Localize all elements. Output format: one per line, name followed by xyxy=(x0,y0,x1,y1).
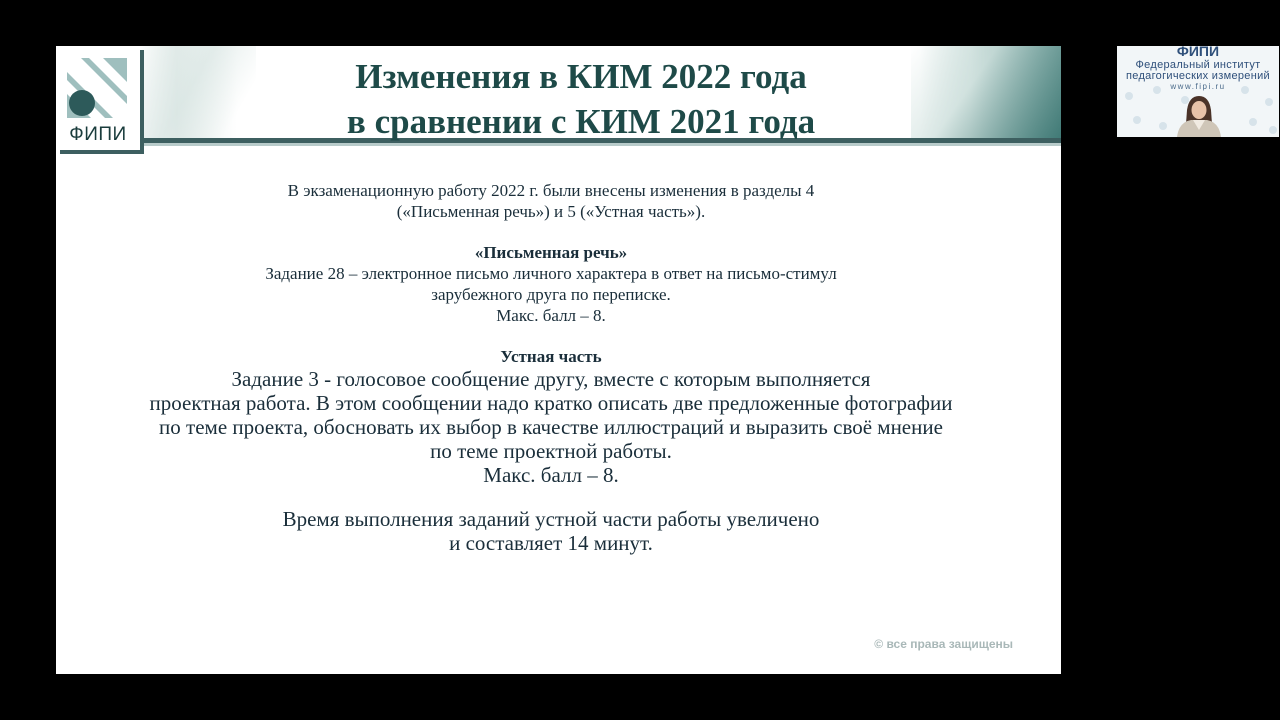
written-line-3: Макс. балл – 8. xyxy=(496,306,606,325)
oral-line-1: Задание 3 - голосовое сообщение другу, вместе с которым выполняется xyxy=(231,367,871,391)
oral-line-4: по теме проектной работы. xyxy=(430,439,672,463)
intro-line-2: («Письменная речь») и 5 («Устная часть»). xyxy=(396,202,706,221)
presenter-webcam xyxy=(1117,46,1279,137)
intro-line-1: В экзаменационную работу 2022 г. были внесены изменения в разделы 4 xyxy=(287,181,815,200)
title-line-1: Изменения в КИМ 2022 года xyxy=(355,57,807,96)
oral-heading: Устная часть xyxy=(500,347,602,366)
webcam-org-line-1: Федеральный институт xyxy=(1135,59,1261,71)
time-line-1: Время выполнения заданий устной части работы увеличено xyxy=(282,507,820,531)
time-line-2: и составляет 14 минут. xyxy=(449,531,653,555)
fipi-logo-icon xyxy=(67,58,127,118)
webcam-org-name: ФИПИ xyxy=(1176,46,1220,59)
presentation-slide xyxy=(56,46,1061,674)
fipi-logo xyxy=(56,46,140,150)
slide-title xyxy=(206,54,956,144)
copyright-note: © все права защищены xyxy=(874,637,1013,651)
webcam-url: www.fipi.ru xyxy=(1170,82,1226,91)
written-line-1: Задание 28 – электронное письмо личного характера в ответ на письмо-стимул xyxy=(265,264,837,283)
webcam-org-line-2: педагогических измерений xyxy=(1126,70,1270,82)
oral-line-3: по теме проекта, обосновать их выбор в качестве иллюстраций и выразить своё мнение xyxy=(159,415,943,439)
presenter-video-icon xyxy=(1171,90,1227,137)
written-line-2: зарубежного друга по переписке. xyxy=(431,285,671,304)
oral-line-5: Макс. балл – 8. xyxy=(483,463,619,487)
oral-line-2: проектная работа. В этом сообщении надо кратко описать две предложенные фотографии xyxy=(149,391,953,415)
logo-text: ФИПИ xyxy=(69,124,127,145)
title-line-2: в сравнении с КИМ 2021 года xyxy=(346,102,816,141)
written-heading: «Письменная речь» xyxy=(474,243,628,262)
slide-body xyxy=(56,180,1046,555)
